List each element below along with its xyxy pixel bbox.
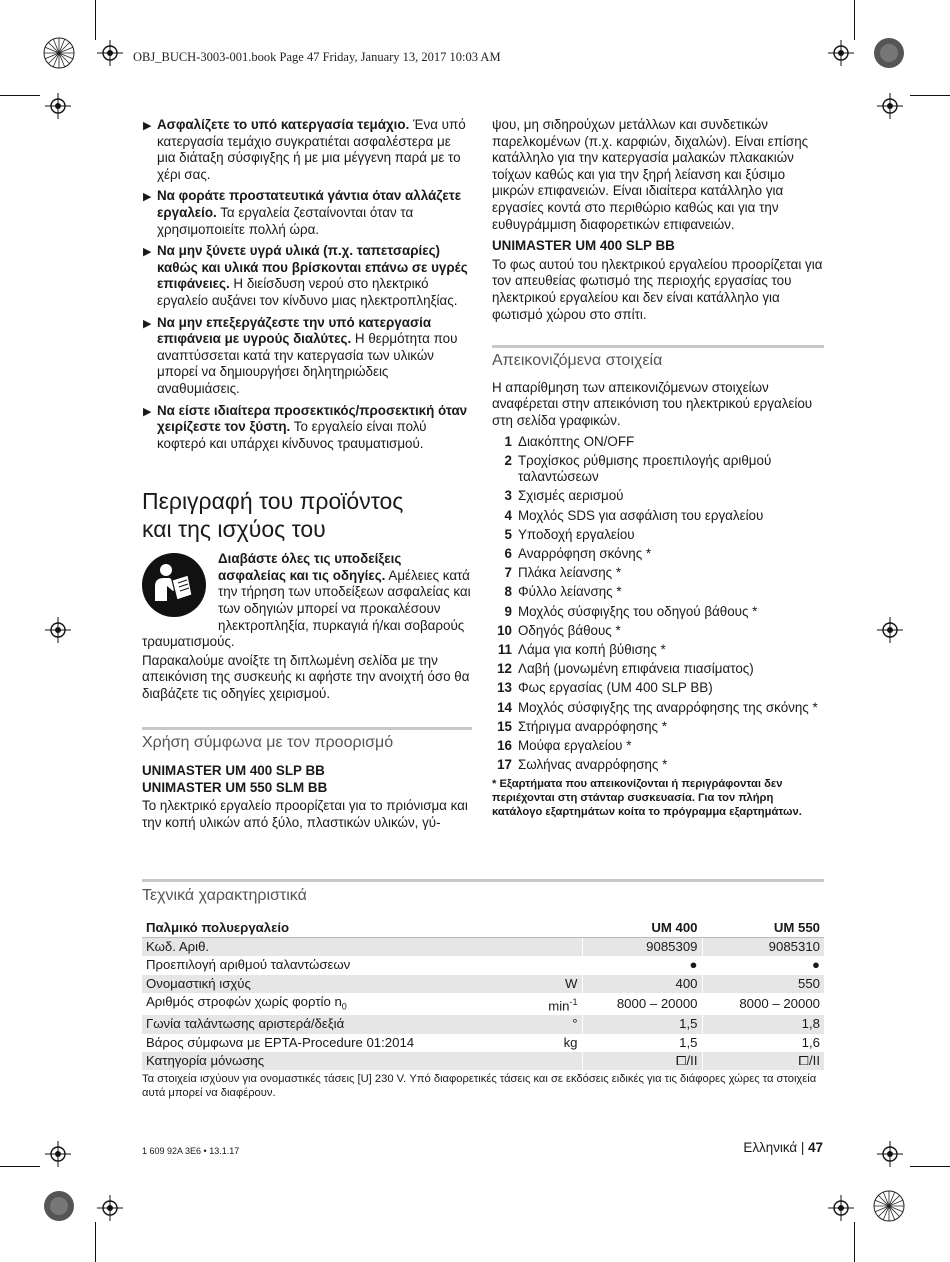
list-item-label: Σχισμές αερισμού <box>518 488 624 504</box>
list-item <box>492 488 824 505</box>
footer-code: 1 609 92A 3E6 • 13.1.17 <box>142 1146 240 1156</box>
safety-bullet: ▶ Να φοράτε προστατευτικά γάντια όταν αλλάζετε εργαλείο. Τα εργαλεία ζεσταίνονται όταν τα χρησιμοποιείτε πολλή ώρα. <box>143 188 462 237</box>
left-column <box>142 117 472 832</box>
table-cell-value: ● <box>582 956 702 974</box>
crosshair-mark-icon <box>45 93 71 119</box>
table-cell-unit: $\min^{-1}$ <box>514 993 582 1016</box>
footer-separator: | <box>800 1140 805 1155</box>
footer-language: Ελληνικά <box>743 1140 798 1155</box>
crop-mark <box>0 95 40 96</box>
list-item-label: Πλάκα λείανσης * <box>518 565 622 581</box>
list-item-number: 3 <box>504 488 512 504</box>
table-row <box>142 938 824 957</box>
crosshair-mark-icon <box>97 40 123 66</box>
crop-mark <box>910 1166 950 1167</box>
table-cell-label: Γωνία ταλάντωσης αριστερά/δεξιά <box>142 1015 514 1033</box>
components-list <box>492 434 824 774</box>
list-item-label: Σωλήνας αναρρόφησης * <box>518 757 668 773</box>
list-item-label: Μούφα εργαλείου * <box>518 737 632 753</box>
list-item-number: 9 <box>504 603 512 619</box>
intended-use-text: Το ηλεκτρικό εργαλείο προορίζεται για το πριόνισμα και την κοπή υλικών από ξύλο, πλαστικών υλικών, γύ- <box>142 798 468 830</box>
table-row <box>142 993 824 1016</box>
table-cell-value: 9085309 <box>582 938 702 957</box>
footer-page <box>743 1140 823 1155</box>
crosshair-mark-icon <box>877 1141 903 1167</box>
list-item-number: 2 <box>504 452 512 468</box>
crop-mark <box>854 0 855 40</box>
list-item <box>492 680 824 697</box>
list-item <box>492 642 824 659</box>
table-cell-label: Κατηγορία μόνωσης <box>142 1052 514 1070</box>
technical-data-table <box>142 919 824 1070</box>
components-intro: Η απαρίθμηση των απεικονιζόμενων στοιχείων αναφέρεται στην απεικόνιση του ηλεκτρικού εργαλείου στη σελίδα γραφικών. <box>492 379 813 428</box>
list-item <box>492 623 824 640</box>
model-name: UNIMASTER UM 400 SLP BB UNIMASTER UM 550 SLM BB <box>142 763 328 795</box>
list-item-number: 5 <box>504 526 512 542</box>
list-item-label: Υποδοχή εργαλείου <box>518 526 635 542</box>
table-cell-value: 1,8 <box>702 1015 824 1033</box>
list-item-label: Τροχίσκος ρύθμισης προεπιλογής αριθμού ταλαντώσεων <box>518 452 772 485</box>
read-manual-icon <box>142 553 206 617</box>
list-item-number: 12 <box>497 661 512 677</box>
list-item <box>492 604 824 621</box>
crop-mark <box>854 1222 855 1262</box>
table-cell-label: Βάρος σύμφωνα με EPTA-Procedure 01:2014 <box>146 1034 415 1050</box>
table-header-cell: UM 400 <box>582 919 702 938</box>
list-item-label: Φως εργασίας (UM 400 SLP BB) <box>518 680 713 696</box>
list-item-number: 1 <box>504 433 512 449</box>
triangle-bullet-icon: ▶ <box>143 405 152 418</box>
list-item-label: Αναρρόφηση σκόνης * <box>518 546 652 562</box>
list-item <box>492 738 824 755</box>
list-item <box>492 700 824 717</box>
crop-mark <box>910 95 950 96</box>
page-number: 47 <box>808 1140 823 1155</box>
list-item-label: Λαβή (μονωμένη επιφάνεια πιασίματος) <box>518 661 754 677</box>
triangle-bullet-icon: ▶ <box>143 317 152 330</box>
triangle-bullet-icon: ▶ <box>143 120 152 132</box>
intended-use-text-continued: ψου, μη σιδηρούχων μετάλλων και συνδετικών παρελκομένων (π.χ. καρφιών, διχαλών). Είναι επίσης κατάλληλο για την κατεργασία μαλακών πλακακιών τοίχων καθώς και για την ξηρή λείανση και ξύσιμο μικρών επιφανειών. Είναι ιδιαίτερα κατάλληλο για εργασίες κοντά στο περιθώριο καθώς και για την ευθυγράμμιση διαφορετικών επιφανειών. <box>492 117 809 232</box>
table-row <box>142 956 824 974</box>
lamp-text: Το φως αυτού του ηλεκτρικού εργαλείου προορίζεται για τον απευθείας φωτισμό της περιοχής εργασίας του ηλεκτρικού εργαλείου και δεν είναι κατάλληλο για φωτισμό χώρου στο σπίτι. <box>492 256 823 322</box>
safety-bullet: ▶ Να είστε ιδιαίτερα προσεκτικός/προσεκτική όταν χειρίζεστε τον ξύστη. Το εργαλείο είναι πολύ κοφτερό και υπάρχει κίνδυνος τραυματισμού. <box>143 402 468 451</box>
crop-mark <box>95 0 96 40</box>
table-cell-label: Προεπιλογή αριθμού ταλαντώσεων <box>146 957 351 973</box>
lamp-model-name: UNIMASTER UM 400 SLP BB <box>492 238 675 254</box>
list-item <box>492 508 824 525</box>
accessories-footnote: * Εξαρτήματα που απεικονίζονται ή περιγράφονται δεν περιέχονται στη στάνταρ συσκευασία. Για τον πλήρη κατάλογο εξαρτημάτων κοίτα το πρόγραμμα εξαρτημάτων. <box>492 777 802 818</box>
table-cell-value: ⧠/II <box>582 1052 702 1070</box>
list-item <box>492 565 824 582</box>
list-item <box>492 719 824 736</box>
list-item-label: Οδηγός βάθους * <box>518 622 621 638</box>
registration-star-icon <box>43 37 75 69</box>
list-item-number: 17 <box>497 757 512 773</box>
table-cell-value: 1,5 <box>582 1015 702 1033</box>
list-item <box>492 546 824 563</box>
table-cell-value: 550 <box>702 975 824 993</box>
table-cell-unit <box>514 1052 582 1070</box>
list-item-label: Μοχλός σύσφιγξης του οδηγού βάθους * <box>518 603 758 619</box>
list-item <box>492 527 824 544</box>
table-cell-value: 8000 – 20000 <box>582 993 702 1016</box>
list-item <box>492 584 824 601</box>
table-cell-unit <box>514 956 582 974</box>
technical-data-note: Τα στοιχεία ισχύουν για ονομαστικές τάσεις [U] 230 V. Υπό διαφορετικές τάσεις και σε εκδόσεις ειδικές για τις διάφορες χώρες τα στοιχεία αυτά μπορεί να διαφέρουν. <box>142 1072 817 1100</box>
crop-mark <box>0 1166 40 1167</box>
crosshair-mark-icon <box>45 1141 71 1167</box>
table-cell-value: 8000 – 20000 <box>702 993 824 1016</box>
table-cell-unit <box>514 938 582 957</box>
crosshair-mark-icon <box>877 93 903 119</box>
table-cell-unit: kg <box>514 1034 582 1052</box>
crosshair-mark-icon <box>45 617 71 643</box>
list-item-number: 11 <box>497 641 512 657</box>
technical-data-section <box>142 879 824 1101</box>
list-item-label: Μοχλός SDS για ασφάλιση του εργαλείου <box>518 507 764 523</box>
table-cell-value: 400 <box>582 975 702 993</box>
table-cell-label: Ονομαστική ισχύς <box>142 975 514 993</box>
table-row <box>142 1034 824 1052</box>
read-instructions-text: Διαβάστε όλες τις υποδείξεις ασφαλείας και τις οδηγίες. Αμέλειες κατά την τήρηση των υποδείξεων ασφαλείας και των οδηγιών μπορεί να προκαλέσουν ηλεκτροπληξία, πυρκαγιά ή/και σοβαρούς τραυματισμούς. <box>142 551 471 650</box>
table-row <box>142 1015 824 1033</box>
intended-use-heading: Χρήση σύμφωνα με τον προορισμό <box>142 727 472 752</box>
list-item-label: Στήριγμα αναρρόφησης * <box>518 718 667 734</box>
list-item <box>492 661 824 678</box>
table-cell-label: Κωδ. Αριθ. <box>142 938 514 957</box>
table-cell-value: 9085310 <box>702 938 824 957</box>
list-item-label: Μοχλός σύσφιγξης της αναρρόφησης της σκόνης * <box>518 699 818 715</box>
triangle-bullet-icon: ▶ <box>143 191 152 204</box>
triangle-bullet-icon: ▶ <box>143 246 152 259</box>
product-title: Περιγραφή του προϊόντος και της ισχύος του <box>142 488 404 543</box>
list-item-number: 15 <box>497 718 512 734</box>
list-item <box>492 434 824 451</box>
table-cell-label: Αριθμός στροφών χωρίς φορτίο $n_0$ <box>146 993 347 1012</box>
table-cell-unit: ° <box>514 1015 582 1033</box>
read-instructions-block <box>142 551 472 651</box>
list-item-label: Φύλλο λείανσης * <box>518 584 622 600</box>
safety-bullet: ▶ Να μην επεξεργάζεστε την υπό κατεργασία επιφάνεια με υγρούς διαλύτες. Η θερμότητα που αναπτύσσεται κατά την κατεργασία των υλικών μπορεί να δημιουργήσει δηλητηριώδεις αναθυμιάσεις. <box>143 314 458 396</box>
list-item <box>492 757 824 774</box>
table-cell-value: ⧠/II <box>702 1052 824 1070</box>
book-header: OBJ_BUCH-3003-001.book Page 47 Friday, January 13, 2017 10:03 AM <box>133 50 501 64</box>
crosshair-mark-icon <box>97 1195 123 1221</box>
crosshair-mark-icon <box>828 40 854 66</box>
table-header-cell: UM 550 <box>702 919 824 938</box>
list-item-number: 4 <box>504 507 512 523</box>
table-row <box>142 975 824 993</box>
table-cell-value: 1,6 <box>702 1034 824 1052</box>
list-item-number: 16 <box>497 737 512 753</box>
table-cell-value: ● <box>702 956 824 974</box>
registration-dot-icon <box>873 37 905 69</box>
list-item-number: 13 <box>497 680 512 696</box>
list-item <box>492 453 824 486</box>
list-item-number: 7 <box>504 565 512 581</box>
table-header-row <box>142 919 824 938</box>
technical-data-heading: Τεχνικά χαρακτηριστικά <box>142 879 824 905</box>
list-item-label: Διακόπτης ON/OFF <box>518 433 635 449</box>
registration-dot-icon <box>43 1190 75 1222</box>
safety-bullet: ▶ Ασφαλίζετε το υπό κατεργασία τεμάχιο. Ένα υπό κατεργασία τεμάχιο συγκρατιέται ασφαλέστερα με μια διάταξη σύσφιγξης ή με μια μέγγενη παρά με το χέρι σας. <box>143 117 466 182</box>
table-cell-value: 1,5 <box>582 1034 702 1052</box>
safety-bullet: ▶ Να μην ξύνετε υγρά υλικά (π.χ. ταπετσαρίες) καθώς και υλικά που βρίσκονται επάνω σε υγρές επιφάνειες. Η διείσδυση νερού στο ηλεκτρικό εργαλείο αυξάνει τον κίνδυνο μιας ηλεκτροπληξίας. <box>143 243 468 308</box>
components-heading: Απεικονιζόμενα στοιχεία <box>492 345 824 370</box>
list-item-number: 14 <box>497 699 512 715</box>
table-header-cell: Παλμικό πολυεργαλείο <box>142 919 514 938</box>
list-item-number: 10 <box>497 622 512 638</box>
crosshair-mark-icon <box>877 617 903 643</box>
right-column <box>492 117 824 819</box>
table-header-cell <box>514 919 582 938</box>
list-item-number: 6 <box>504 546 512 562</box>
crop-mark <box>95 1222 96 1262</box>
table-row <box>142 1052 824 1070</box>
registration-star-icon <box>873 1190 905 1222</box>
table-cell-unit: W <box>514 975 582 993</box>
list-item-number: 8 <box>504 584 512 600</box>
crosshair-mark-icon <box>828 1195 854 1221</box>
list-item-label: Λάμα για κοπή βύθισης * <box>518 641 666 657</box>
fold-out-text: Παρακαλούμε ανοίξτε τη διπλωμένη σελίδα με την απεικόνιση της συσκευής κι αφήστε την ανοιχτή όσο θα διαβάζετε τις οδηγίες χειρισμού. <box>142 652 470 702</box>
